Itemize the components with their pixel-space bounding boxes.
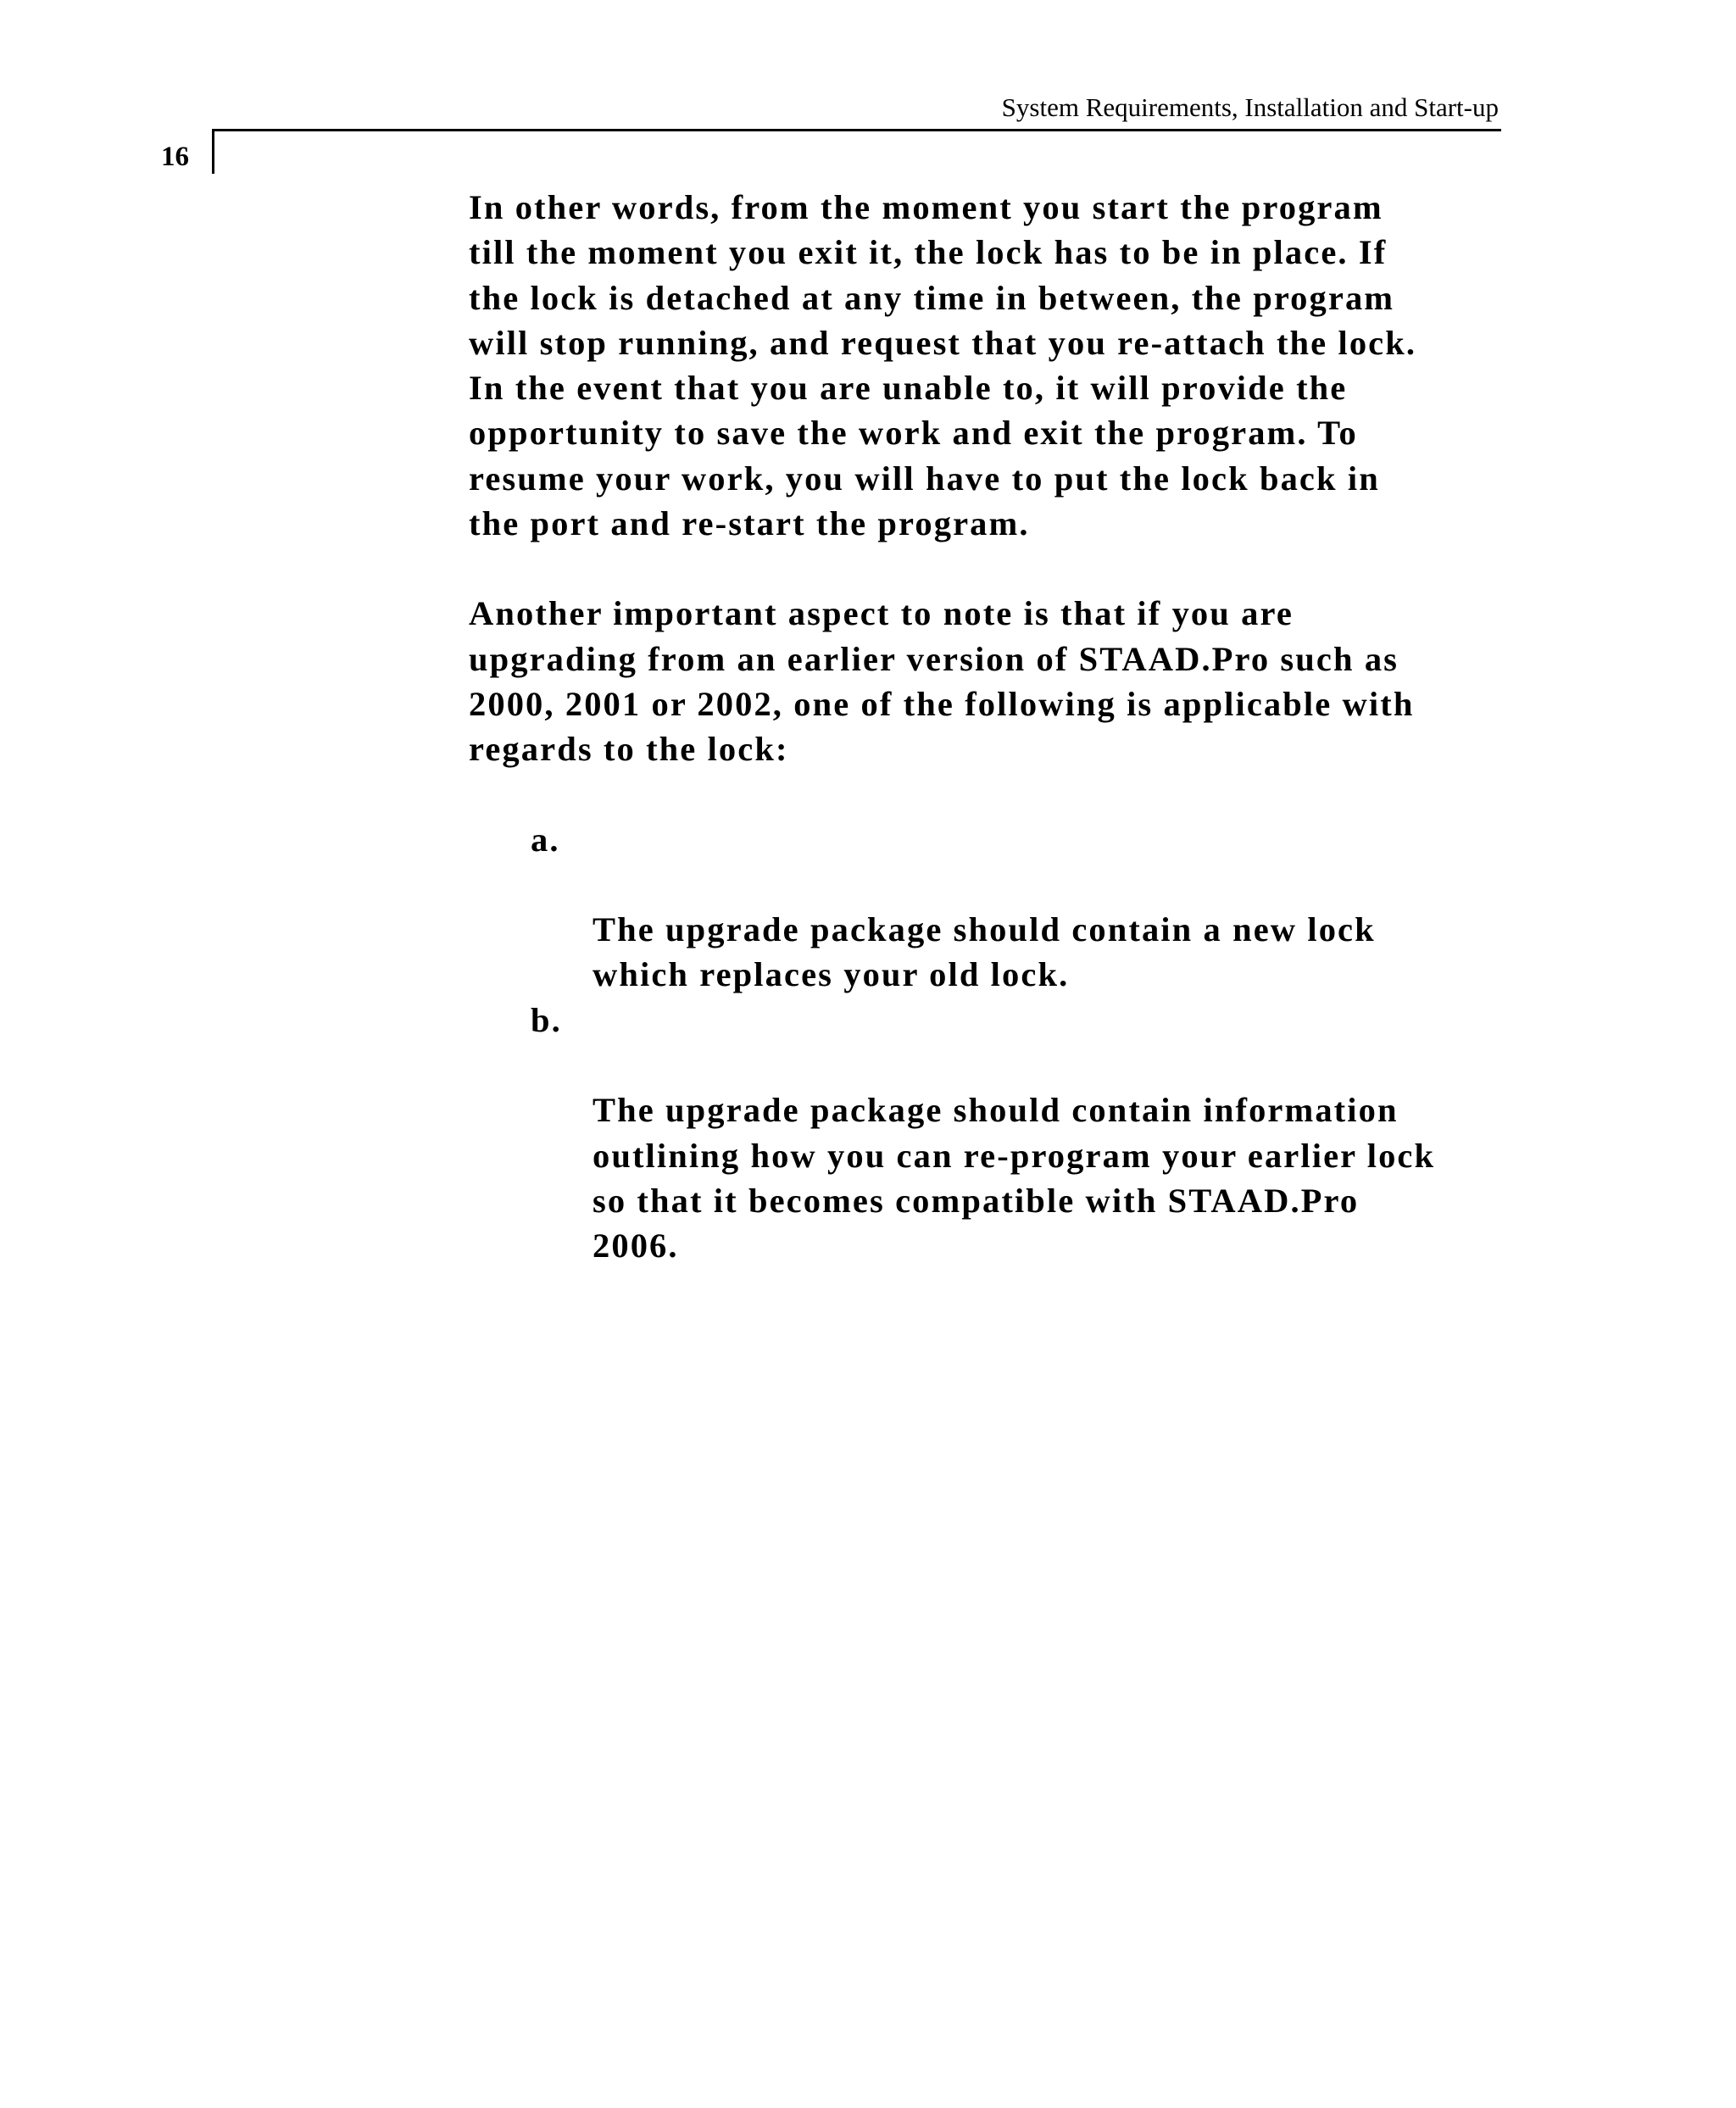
list-marker: a. xyxy=(531,820,560,859)
running-header-title: System Requirements, Installation and Start-up xyxy=(1001,92,1499,122)
header-rule xyxy=(212,129,1501,131)
list-item-text: The upgrade package should contain information outlining how you can re-program your earlier lock so that it becomes compatible with STAAD.Pro 2006. xyxy=(593,1091,1436,1265)
list-item xyxy=(469,998,1524,1269)
paragraph-lock-in-place: In other words, from the moment you start the program till the moment you exit it, the lock has to be in place. If the lock is detached at any time in between, the program will stop running, and request that you re-attach the lock. In the event that you are unable to, it will provide the opportunity to save the work and exit the program. To resume your work, you will have to put the lock back in the port and re-start the program. xyxy=(469,188,1417,543)
paragraph-upgrade-note: Another important aspect to note is that if you are upgrading from an earlier version of STAAD.Pro such as 2000, 2001 or 2002, one of the following is applicable with regards to the lock: xyxy=(469,594,1415,769)
page-number: 16 xyxy=(161,142,189,172)
body-text xyxy=(469,185,1524,1269)
list-item-text: The upgrade package should contain a new lock which replaces your old lock. xyxy=(593,910,1376,994)
header-rule-tick xyxy=(212,129,214,174)
list-marker: b. xyxy=(531,1000,562,1039)
upgrade-options-list xyxy=(469,817,1524,1269)
list-item xyxy=(469,817,1524,998)
